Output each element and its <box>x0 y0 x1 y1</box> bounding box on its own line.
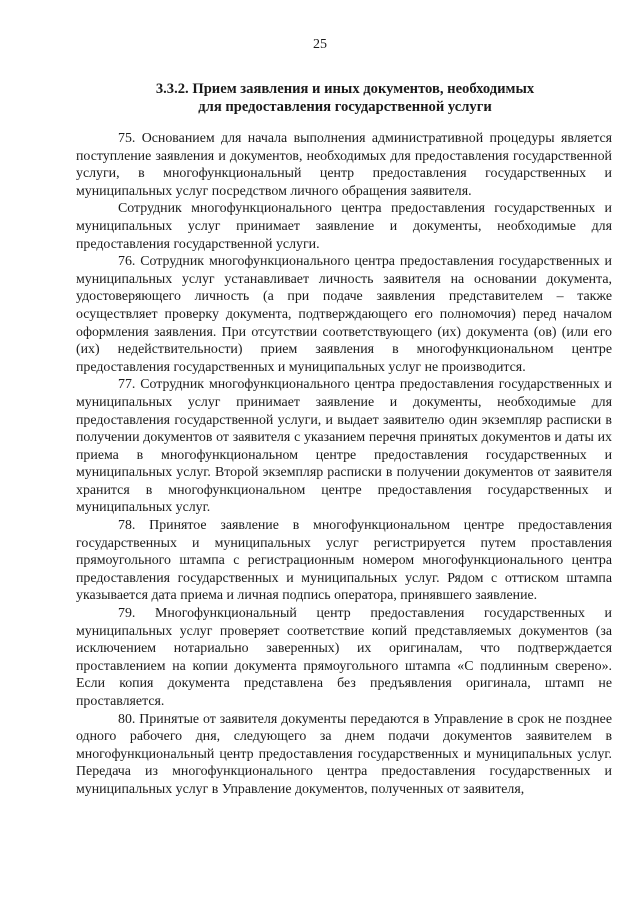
section-title-line-1: 3.3.2. Прием заявления и иных документов, необходимых <box>155 81 535 97</box>
paragraph-78: 78. Принятое заявление в многофункциональном центре предоставления государственных и муниципальных услуг регистрируется путем проставления прямоугольного штампа с регистрационным номером многофункционального центра предоставления государственных и муниципальных услуг. Рядом с оттиском штампа указывается дата приема и личная подпись оператора, принявшего заявление. <box>76 518 612 604</box>
paragraph-80: 80. Принятые от заявителя документы передаются в Управление в срок не позднее одного рабочего дня, следующего за днем подачи документов заявителем в многофункциональный центр предоставления государственных и муниципальных услуг. Передача из многофункционального центра предоставления государственных и муниципальных услуг в Управление документов, полученных от заявителя, <box>76 711 612 797</box>
page-number: 25 <box>313 37 327 52</box>
paragraph-79: 79. Многофункциональный центр предоставления государственных и муниципальных услуг проверяет соответствие копий представляемых документов (за исключением нотариально заверенных) их оригиналам, что подтверждается проставлением на копии документа прямоугольного штампа «С подлинным сверено». Если копия документа представлена без предъявления оригинала, штамп не проставляется. <box>76 606 612 709</box>
paragraph-75: 75. Основанием для начала выполнения административной процедуры является поступление заявления и документов, необходимых для предоставления государственной услуги, в многофункциональный центр предоставления государственных и муниципальных услуг посредством личного обращения заявителя. <box>76 131 612 199</box>
section-title-line-2: для предоставления государственной услуги <box>198 99 492 115</box>
paragraph-77: 77. Сотрудник многофункционального центра предоставления государственных и муниципальных услуг принимает заявление и документы, необходимые для предоставления государственной услуги, и выдает заявителю один экземпляр расписки в получении документов от заявителя с указанием перечня принятых документов и даты их приема в многофункциональном центре предоставления государственных и муниципальных услуг. Второй экземпляр расписки в получении документов от заявителя хранится в многофункциональном центре предоставления государственных и муниципальных услуг. <box>76 377 612 516</box>
body-text <box>76 130 612 799</box>
section-title <box>80 80 610 116</box>
paragraph-76: 76. Сотрудник многофункционального центра предоставления государственных и муниципальных услуг устанавливает личность заявителя на основании документа, удостоверяющего личность (а при подаче заявления представителем – также осуществляет проверку документа, подтверждающего его полномочия) перед началом оформления заявления. При отсутствии соответствующего (их) документа (ов) (или его (их) недействительности) прием заявления в многофункциональном центре предоставления государственных и муниципальных услуг не производится. <box>76 254 612 375</box>
paragraph-75-continued: Сотрудник многофункционального центра предоставления государственных и муниципальных услуг принимает заявление и документы, необходимые для предоставления государственной услуги. <box>76 201 612 252</box>
